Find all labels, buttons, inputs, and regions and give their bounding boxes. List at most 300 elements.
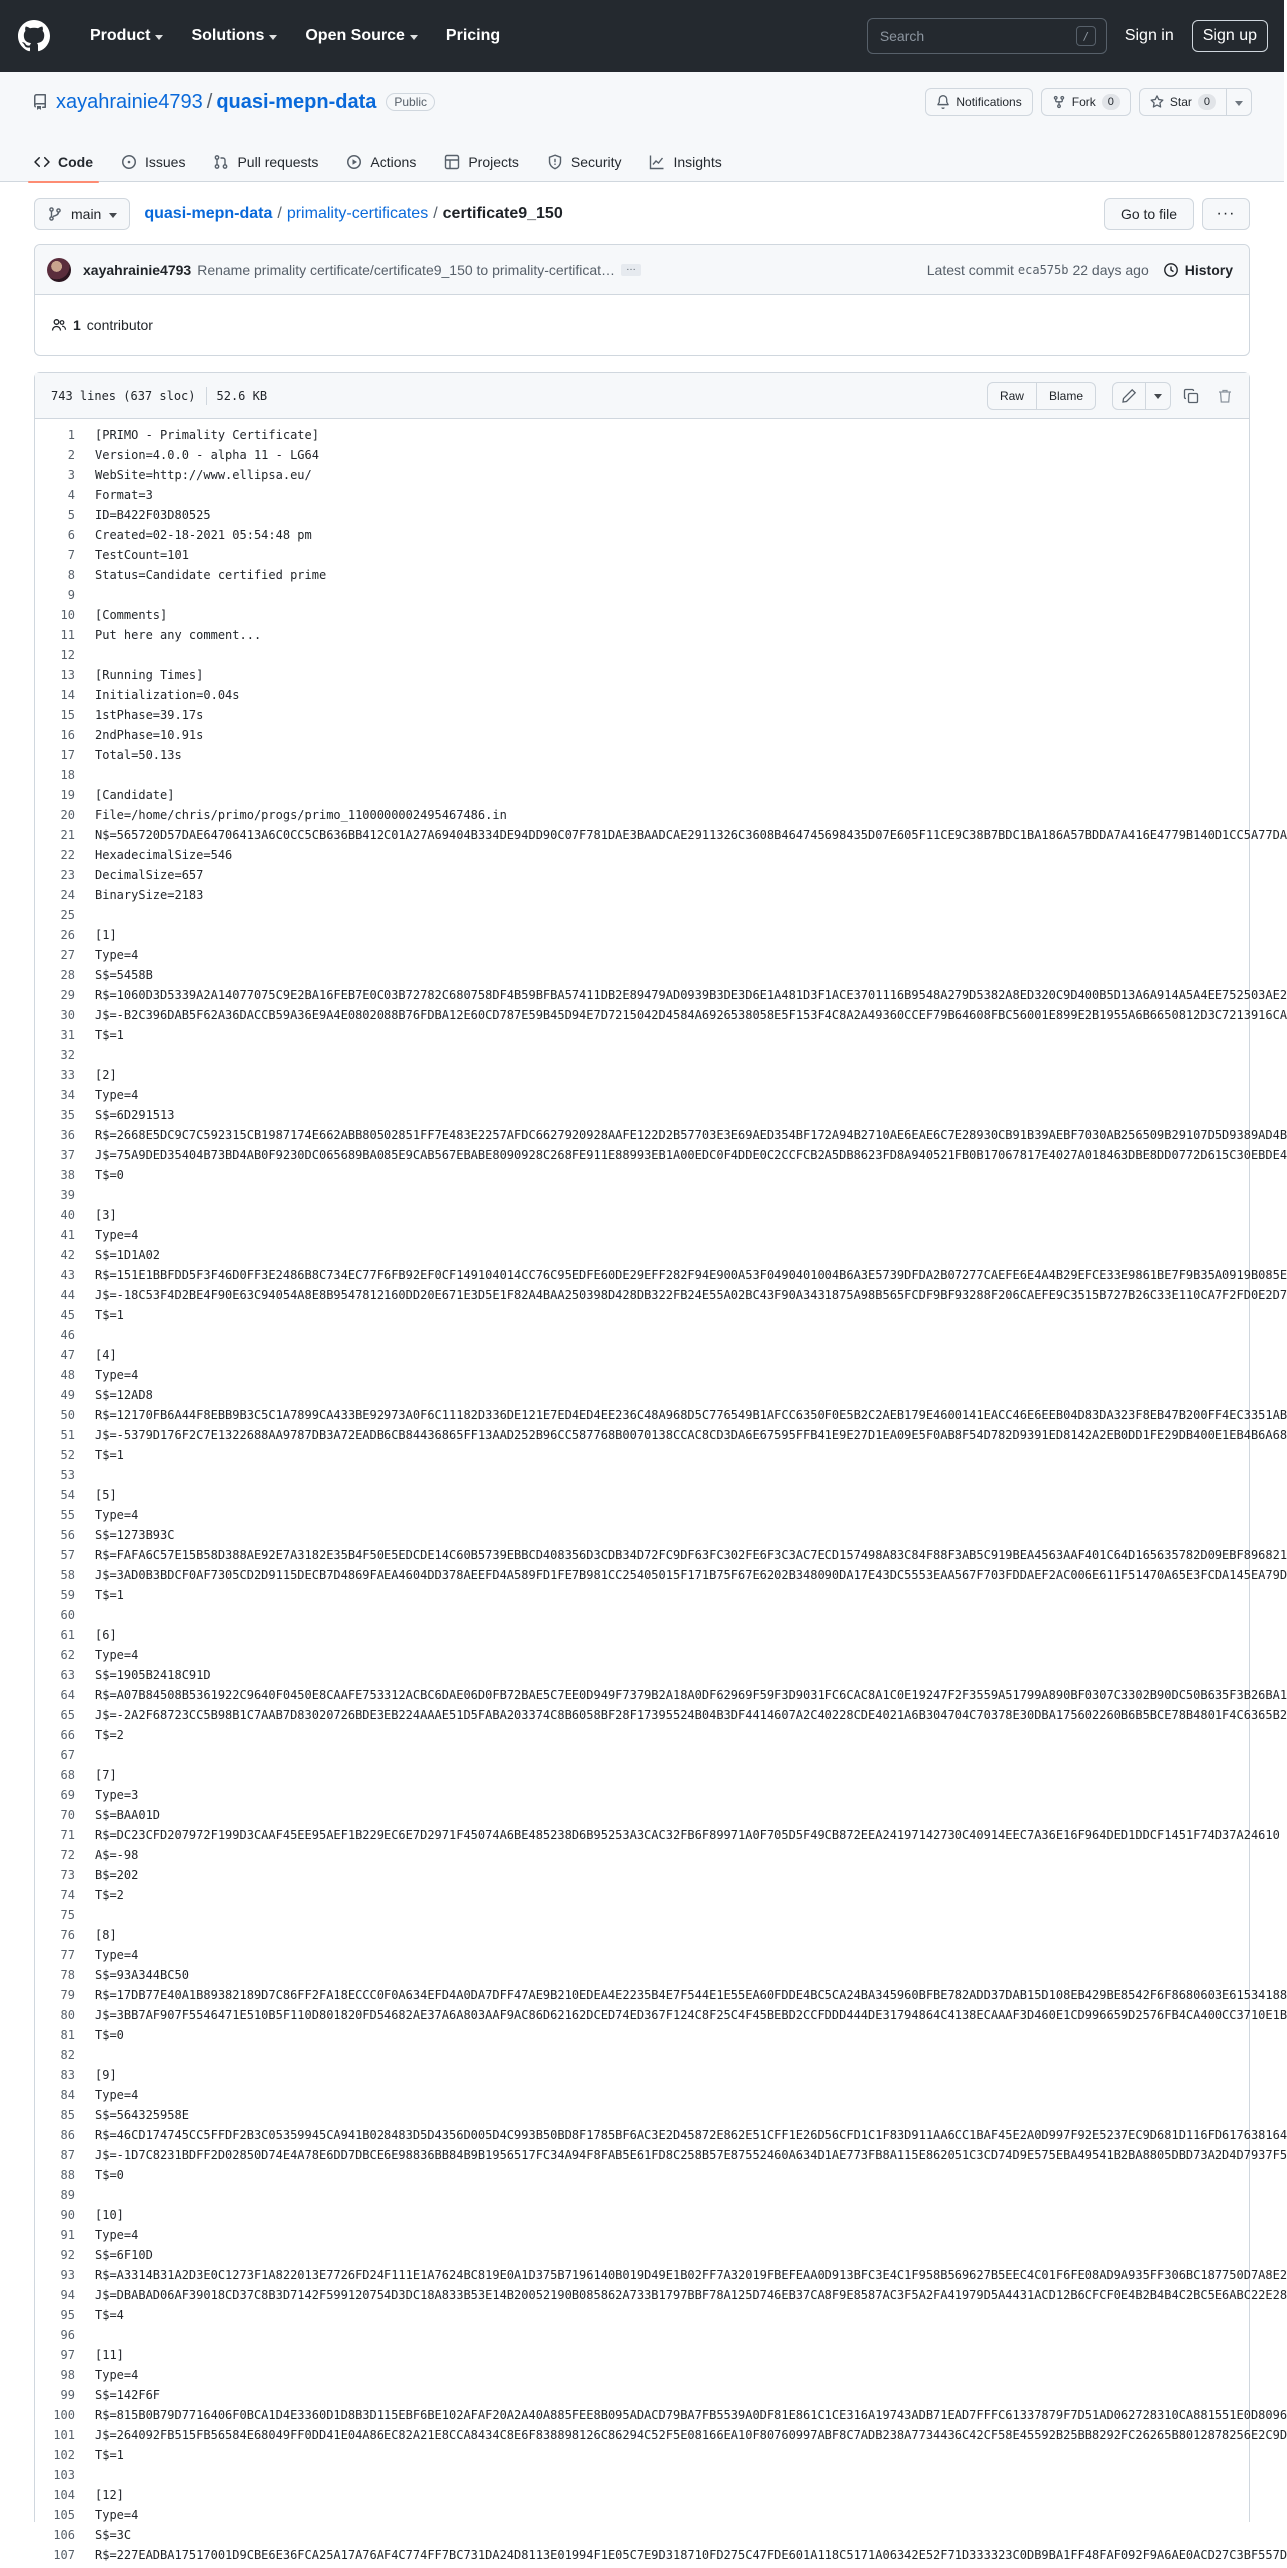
breadcrumb-folder-link[interactable]: primality-certificates: [286, 205, 429, 222]
branch-select[interactable]: [34, 198, 130, 230]
line-content: S$=5458B: [95, 968, 153, 982]
chevron-down-icon: [109, 213, 117, 218]
line-number[interactable]: 47: [60, 1348, 75, 1362]
line-content: S$=142F6F: [95, 2388, 161, 2402]
go-to-file-button[interactable]: Go to file: [1104, 198, 1194, 230]
nav-pricing[interactable]: [446, 27, 500, 45]
notifications-button[interactable]: [925, 88, 1032, 116]
fork-button[interactable]: [1041, 88, 1131, 116]
copy-raw-button[interactable]: [1177, 382, 1205, 410]
line-content: Status=Candidate certified prime: [95, 568, 327, 582]
repo-separator: /: [206, 90, 213, 113]
line-content: R$=815B0B79D7716406F0BCA1D4E3360D1D8B3D115EBF6BE102AFAF20A2A40A885FEE8B095ADACD79BA7FB5539A0DF81E861C1CE316A19743ADB71EAD7FFFC61337879F7D51AD062728310CA881551E0D8096: [95, 2408, 1287, 2422]
breadcrumb: [144, 205, 562, 223]
code-line: [35, 2225, 1249, 2245]
line-number[interactable]: 20: [60, 808, 75, 822]
code-line: [35, 865, 1249, 885]
line-content: T$=1: [95, 1028, 124, 1042]
line-content: R$=46CD174745CC5FFDF2B3C05359945CA941B028483D5D4356D005D4C993B50BD8F1785BF6AC3E2D45872E862E51CFF1E26D56CFD1C1F83D911AA6CC1BAF45E2A0D997F92E5237EC9D681D116FD617638164: [95, 2128, 1287, 2142]
code-line: [35, 1245, 1249, 1265]
line-content: R$=A07B84508B5361922C9640F0450E8CAAFE753312ACBC6DAE06D0FB72BAE5C7EE0D949F7379B2A18A0DF62969F59F3D9031FC6CAC8A1C0E19247F2F3559A51799A890BF0307C3302B90DC50B635F3B26BA1: [95, 1688, 1287, 1702]
line-content: [1]: [95, 928, 117, 942]
code-line: [35, 965, 1249, 985]
code-line: [35, 485, 1249, 505]
code-line: [35, 2465, 1249, 2485]
tab-issues-label: Issues: [145, 154, 186, 170]
line-number[interactable]: 17: [60, 748, 75, 762]
code-line: [35, 1285, 1287, 1305]
nav-solutions[interactable]: [191, 27, 277, 45]
line-content: Type=3: [95, 1788, 139, 1802]
line-content: Type=4: [95, 948, 139, 962]
line-number[interactable]: 36: [60, 1128, 75, 1142]
pull-request-icon: [213, 154, 229, 170]
line-number[interactable]: 82: [60, 2048, 75, 2062]
line-number[interactable]: 8: [67, 568, 75, 582]
code-line: [35, 1505, 1249, 1525]
line-number[interactable]: 65: [60, 1708, 75, 1722]
repo-name-link[interactable]: quasi-mepn-data: [216, 90, 377, 113]
line-content: S$=12AD8: [95, 1388, 153, 1402]
line-number[interactable]: 103: [53, 2468, 75, 2482]
line-number[interactable]: 93: [60, 2268, 75, 2282]
commit-author-link[interactable]: xayahrainie4793: [83, 261, 192, 278]
blame-button[interactable]: Blame: [1037, 382, 1096, 410]
line-content: [75, 765, 95, 785]
line-number[interactable]: 58: [60, 1568, 75, 1582]
notifications-label: Notifications: [956, 95, 1022, 109]
line-number[interactable]: 55: [60, 1508, 75, 1522]
code-line: [35, 585, 1249, 605]
code-line: [35, 1405, 1287, 1425]
line-number[interactable]: 28: [60, 968, 75, 982]
line-number[interactable]: 57: [60, 1548, 75, 1562]
chevron-down-icon: [1154, 394, 1162, 399]
line-number[interactable]: 90: [60, 2208, 75, 2222]
line-content: Type=4: [95, 1648, 139, 1662]
line-content: Version=4.0.0 - alpha 11 - LG64: [95, 448, 319, 462]
tab-insights[interactable]: [639, 142, 731, 182]
line-content: S$=6F10D: [95, 2248, 153, 2262]
line-number[interactable]: 75: [60, 1908, 75, 1922]
line-number[interactable]: 51: [60, 1428, 75, 1442]
line-number[interactable]: 26: [60, 928, 75, 942]
code-line: [35, 2445, 1249, 2465]
repo-header: [0, 72, 1284, 182]
code-view: [35, 419, 1287, 2565]
line-number[interactable]: 63: [60, 1668, 75, 1682]
code-line: [35, 665, 1249, 685]
code-line: [35, 1745, 1249, 1765]
edit-button[interactable]: [1112, 382, 1146, 410]
line-number[interactable]: 105: [53, 2508, 75, 2522]
line-number[interactable]: 64: [60, 1688, 75, 1702]
graph-icon: [649, 154, 665, 170]
line-content: J$=-1D7C8231BDFF2D02850D74E4A78E6DD7DBCE6E98836BB84B9B1956517FC34A94F8FAB5E61FD8C258B57E87552460A634D1AE773FB8A115E862051C3CD74D9E575EBA49541B2BA8805DBD73A2D4D7937F5: [95, 2148, 1287, 2162]
code-line: [35, 505, 1249, 525]
code-line: [35, 1665, 1249, 1685]
code-line: [35, 2285, 1287, 2305]
commit-sha-link[interactable]: eca575b: [1017, 262, 1069, 277]
breadcrumb-file-name: certificate9_150: [442, 205, 563, 222]
code-line: [35, 2165, 1249, 2185]
line-number[interactable]: 71: [60, 1828, 75, 1842]
line-number[interactable]: 62: [60, 1648, 75, 1662]
history-label: History: [1184, 261, 1233, 278]
line-number[interactable]: 5: [67, 508, 75, 522]
line-number[interactable]: 7: [67, 548, 75, 562]
file-header: [35, 373, 1249, 419]
repo-tabs: [0, 132, 1284, 182]
line-number[interactable]: 66: [60, 1728, 75, 1742]
issue-icon: [121, 154, 137, 170]
code-line: [35, 1205, 1249, 1225]
line-content: R$=FAFA6C57E15B58D388AE92E7A3182E35B4F50E5EDCDE14C60B5739EBBCD408356D3CDB34D72FC9DF63FC302FE6F3C3AC7ECD157498A83C84F88F3AB5C919BEA4563AAF401C64D165635782D09EBF896821: [95, 1548, 1287, 1562]
line-content: [7]: [95, 1768, 117, 1782]
line-number[interactable]: 1: [67, 428, 75, 442]
code-line: [35, 1925, 1249, 1945]
line-number[interactable]: 33: [60, 1068, 75, 1082]
code-line: [35, 605, 1249, 625]
line-content: T$=4: [95, 2308, 124, 2322]
line-content: [75, 645, 95, 665]
code-line: [35, 465, 1249, 485]
line-number[interactable]: 12: [60, 648, 75, 662]
tab-pull-requests-label: Pull requests: [237, 154, 319, 170]
line-content: B$=202: [95, 1868, 139, 1882]
code-line: [35, 1725, 1249, 1745]
tab-code[interactable]: [24, 142, 103, 182]
line-number[interactable]: 13: [60, 668, 75, 682]
line-number[interactable]: 59: [60, 1588, 75, 1602]
expand-commit-button[interactable]: …: [621, 264, 641, 276]
line-number[interactable]: 32: [60, 1048, 75, 1062]
line-number[interactable]: 23: [60, 868, 75, 882]
line-number[interactable]: 6: [67, 528, 75, 542]
line-number[interactable]: 56: [60, 1528, 75, 1542]
code-line: [35, 2145, 1287, 2165]
line-number[interactable]: 106: [53, 2528, 75, 2542]
line-number[interactable]: 94: [60, 2288, 75, 2302]
line-number[interactable]: 38: [60, 1168, 75, 1182]
line-content: S$=1D1A02: [95, 1248, 161, 1262]
line-number[interactable]: 67: [60, 1748, 75, 1762]
line-number[interactable]: 60: [60, 1608, 75, 1622]
line-content: [75, 1605, 95, 1625]
tab-projects[interactable]: [434, 142, 529, 182]
breadcrumb-row: [34, 198, 1250, 230]
line-content: WebSite=http://www.ellipsa.eu/: [95, 468, 312, 482]
line-number[interactable]: 86: [60, 2128, 75, 2142]
line-number[interactable]: 95: [60, 2308, 75, 2322]
raw-blame-group: [987, 382, 1096, 410]
code-line: [35, 925, 1249, 945]
line-content: N$=565720D57DAE64706413A6C0CC5CB636BB412C01A27A69404B334DE94DD90C07F781DAE3BAADCAE2911326C3608B464745698435D07E605F11CE9C38B7BDC1BA186A57BDDA7A416E4779B140D1CC5A77DA: [95, 828, 1287, 842]
line-number[interactable]: 42: [60, 1248, 75, 1262]
code-line: [35, 1785, 1249, 1805]
line-number[interactable]: 22: [60, 848, 75, 862]
nav-pricing-label: Pricing: [445, 27, 501, 44]
line-number[interactable]: 2: [67, 448, 75, 462]
repo-owner-link[interactable]: xayahrainie4793: [56, 90, 203, 113]
line-content: J$=-2A2F68723CC5B98B1C7AAB7D83020726BDE3EB224AAAE51D5FABA203374C8B6058BF28F17395524B04B3DF4414607A2C40228CDE4021A6B304704C70378E30DBA175602260B6B5BCE78B4801F4C6365B2: [95, 1708, 1287, 1722]
more-options-button[interactable]: ···: [1202, 198, 1250, 230]
nav-open-source-label: Open Source: [305, 27, 405, 44]
code-line: [35, 2205, 1249, 2225]
raw-button[interactable]: Raw: [987, 382, 1037, 410]
line-content: T$=0: [95, 2028, 124, 2042]
code-line: [35, 1845, 1249, 1865]
line-number[interactable]: 88: [60, 2168, 75, 2182]
code-line: [35, 2185, 1249, 2205]
line-number[interactable]: 41: [60, 1228, 75, 1242]
breadcrumb-separator: /: [277, 205, 282, 222]
line-content: [Comments]: [95, 608, 168, 622]
breadcrumb-repo-link[interactable]: quasi-mepn-data: [144, 205, 273, 222]
line-number[interactable]: 4: [67, 488, 75, 502]
line-number[interactable]: 99: [60, 2388, 75, 2402]
code-icon: [34, 154, 50, 170]
code-line: [35, 2265, 1287, 2285]
code-line: [35, 2105, 1249, 2125]
tab-security[interactable]: [537, 142, 632, 182]
line-content: S$=564325958E: [95, 2108, 189, 2122]
file-size: 52.6 KB: [216, 388, 268, 403]
avatar[interactable]: [47, 258, 71, 282]
line-content: R$=DC23CFD207972F199D3CAAF45EE95AEF1B229EC6E7D2971F45074A6BE485238D6B95253A3CAC32FB6F89971A0F705D5F49CB872EEA24197142730C40914EEC7A36E16F964DED1DDCF1451F74D37A24610: [95, 1828, 1280, 1842]
search-input[interactable]: [867, 18, 1107, 54]
code-line: [35, 2545, 1287, 2565]
line-content: DecimalSize=657: [95, 868, 204, 882]
line-number[interactable]: 50: [60, 1408, 75, 1422]
line-content: 2ndPhase=10.91s: [95, 728, 204, 742]
code-line: [35, 1125, 1287, 1145]
line-number[interactable]: 40: [60, 1208, 75, 1222]
line-number[interactable]: 15: [60, 708, 75, 722]
line-number[interactable]: 35: [60, 1108, 75, 1122]
line-number[interactable]: 27: [60, 948, 75, 962]
line-number[interactable]: 97: [60, 2348, 75, 2362]
table-icon: [444, 154, 460, 170]
line-number[interactable]: 16: [60, 728, 75, 742]
code-line: [35, 1965, 1249, 1985]
tab-issues[interactable]: [111, 142, 195, 182]
code-line: [35, 1025, 1249, 1045]
line-number[interactable]: 96: [60, 2328, 75, 2342]
line-number[interactable]: 85: [60, 2108, 75, 2122]
line-number[interactable]: 98: [60, 2368, 75, 2382]
line-content: S$=3C: [95, 2528, 132, 2542]
delete-file-button[interactable]: [1211, 382, 1239, 410]
commit-box: [34, 244, 1250, 356]
line-number[interactable]: 76: [60, 1928, 75, 1942]
line-content: S$=BAA01D: [95, 1808, 161, 1822]
line-content: [8]: [95, 1928, 117, 1942]
code-line: [35, 2525, 1249, 2545]
code-line: [35, 2385, 1249, 2405]
star-group: [1139, 88, 1252, 116]
line-number[interactable]: 31: [60, 1028, 75, 1042]
code-line: [35, 1825, 1280, 1845]
line-number[interactable]: 43: [60, 1268, 75, 1282]
code-line: [35, 1065, 1249, 1085]
line-number[interactable]: 78: [60, 1968, 75, 1982]
nav-product-label: Product: [90, 27, 151, 44]
line-number[interactable]: 48: [60, 1368, 75, 1382]
line-number[interactable]: 81: [60, 2028, 75, 2042]
line-number[interactable]: 102: [53, 2448, 75, 2462]
nav-solutions-label: Solutions: [191, 27, 265, 44]
code-line: [35, 985, 1287, 1005]
line-number[interactable]: 73: [60, 1868, 75, 1882]
code-line: [35, 885, 1249, 905]
line-number[interactable]: 30: [60, 1008, 75, 1022]
line-content: R$=12170FB6A44F8EBB9B3C5C1A7899CA433BE92973A0F6C11182D336DE121E7ED4ED4EE236C48A968D5C776549B1AFCC6350F0E5B2C2AEB179E4600141EACC46E6EEB04D83DA323F8EB47B200FF4EC3351AB: [95, 1408, 1287, 1422]
nav-product[interactable]: [90, 27, 163, 45]
line-content: Type=4: [95, 2508, 139, 2522]
line-number[interactable]: 11: [60, 628, 75, 642]
line-content: [2]: [95, 1068, 117, 1082]
code-line: [35, 905, 1249, 925]
line-number[interactable]: 54: [60, 1488, 75, 1502]
line-content: Format=3: [95, 488, 153, 502]
star-button[interactable]: [1139, 88, 1227, 116]
line-number[interactable]: 29: [60, 988, 75, 1002]
pencil-icon: [1121, 388, 1137, 404]
line-number[interactable]: 53: [60, 1468, 75, 1482]
copy-icon: [1183, 388, 1199, 404]
line-number[interactable]: 92: [60, 2248, 75, 2262]
commit-message-link[interactable]: Rename primality certificate/certificate9_150 to primality-certificat…: [197, 261, 616, 278]
people-icon: [51, 317, 67, 333]
line-number[interactable]: 84: [60, 2088, 75, 2102]
line-content: [4]: [95, 1348, 117, 1362]
play-icon: [346, 154, 362, 170]
tab-actions[interactable]: [336, 142, 426, 182]
line-number[interactable]: 37: [60, 1148, 75, 1162]
line-content: [75, 905, 95, 925]
star-label: Star: [1169, 95, 1192, 109]
trash-icon: [1217, 388, 1233, 404]
line-number[interactable]: 79: [60, 1988, 75, 2002]
line-number[interactable]: 100: [53, 2408, 75, 2422]
line-content: [Candidate]: [95, 788, 175, 802]
line-number[interactable]: 34: [60, 1088, 75, 1102]
line-content: S$=1905B2418C91D: [95, 1668, 211, 1682]
code-line: [35, 1445, 1249, 1465]
code-line: [35, 2305, 1249, 2325]
line-number[interactable]: 44: [60, 1288, 75, 1302]
tab-code-label: Code: [58, 154, 93, 170]
repo-title-row: [0, 72, 1284, 132]
chevron-down-icon: [155, 35, 163, 40]
line-number[interactable]: 70: [60, 1808, 75, 1822]
line-number[interactable]: 61: [60, 1628, 75, 1642]
nav-open-source[interactable]: [305, 27, 418, 45]
line-number[interactable]: 14: [60, 688, 75, 702]
code-line: [35, 1265, 1287, 1285]
line-number[interactable]: 101: [53, 2428, 75, 2442]
star-dropdown-button[interactable]: [1227, 88, 1252, 116]
code-line: [35, 2405, 1287, 2425]
line-number[interactable]: 46: [60, 1328, 75, 1342]
contributors-row[interactable]: [35, 295, 1249, 355]
line-content: Type=4: [95, 1948, 139, 1962]
line-content: [75, 1045, 95, 1065]
repo-icon: [32, 94, 48, 110]
bell-icon: [936, 95, 950, 109]
line-number[interactable]: 19: [60, 788, 75, 802]
line-content: [11]: [95, 2348, 124, 2362]
line-number[interactable]: 21: [60, 828, 75, 842]
code-line: [35, 1945, 1249, 1965]
line-number[interactable]: 52: [60, 1448, 75, 1462]
fork-icon: [1052, 95, 1066, 109]
code-line: [35, 565, 1249, 585]
divider: [206, 387, 207, 405]
line-number[interactable]: 74: [60, 1888, 75, 1902]
history-button[interactable]: [1163, 262, 1233, 278]
line-number[interactable]: 25: [60, 908, 75, 922]
line-number[interactable]: 18: [60, 768, 75, 782]
line-content: [75, 1905, 95, 1925]
line-content: [PRIMO - Primality Certificate]: [95, 428, 319, 442]
tab-pull-requests[interactable]: [203, 142, 328, 182]
line-content: T$=1: [95, 1308, 124, 1322]
contributors-label: contributor: [86, 317, 153, 333]
line-content: [75, 2325, 95, 2345]
line-number[interactable]: 89: [60, 2188, 75, 2202]
line-number[interactable]: 87: [60, 2148, 75, 2162]
sign-up-button[interactable]: Sign up: [1192, 20, 1268, 52]
line-content: Put here any comment...: [95, 628, 262, 642]
line-content: Type=4: [95, 1088, 139, 1102]
tab-insights-label: Insights: [673, 154, 722, 170]
line-number[interactable]: 45: [60, 1308, 75, 1322]
line-number[interactable]: 91: [60, 2228, 75, 2242]
code-line: [35, 2045, 1249, 2065]
code-line: [35, 725, 1249, 745]
code-line: [35, 545, 1249, 565]
line-number[interactable]: 72: [60, 1848, 75, 1862]
line-number[interactable]: 39: [60, 1188, 75, 1202]
line-content: Created=02-18-2021 05:54:48 pm: [95, 528, 312, 542]
line-content: [75, 585, 95, 605]
code-line: [35, 785, 1249, 805]
line-number[interactable]: 9: [67, 588, 75, 602]
line-number[interactable]: 10: [60, 608, 75, 622]
line-number[interactable]: 24: [60, 888, 75, 902]
line-number[interactable]: 104: [53, 2488, 75, 2502]
github-logo-icon[interactable]: [18, 20, 50, 52]
line-content: [12]: [95, 2488, 124, 2502]
edit-dropdown-button[interactable]: [1146, 382, 1171, 410]
line-number[interactable]: 68: [60, 1768, 75, 1782]
line-number[interactable]: 83: [60, 2068, 75, 2082]
line-number[interactable]: 80: [60, 2008, 75, 2022]
line-number[interactable]: 49: [60, 1388, 75, 1402]
sign-in-link[interactable]: Sign in: [1124, 27, 1174, 44]
tab-actions-label: Actions: [370, 154, 417, 170]
line-number[interactable]: 77: [60, 1948, 75, 1962]
line-number[interactable]: 3: [67, 468, 75, 482]
code-line: [35, 1005, 1287, 1025]
line-number[interactable]: 69: [60, 1788, 75, 1802]
line-content: R$=1060D3D5339A2A14077075C9E2BA16FEB7E0C03B72782C680758DF4B59BFBA57411DB2E89479AD0939B3DE3D6E1A481D3F1ACE3701116B9548A279D5382A8ED320C9D400B5D13A6A914A5A4EE752503AE2: [95, 988, 1287, 1002]
line-number[interactable]: 107: [53, 2548, 75, 2562]
line-content: [75, 1325, 95, 1345]
code-line: [35, 1765, 1249, 1785]
